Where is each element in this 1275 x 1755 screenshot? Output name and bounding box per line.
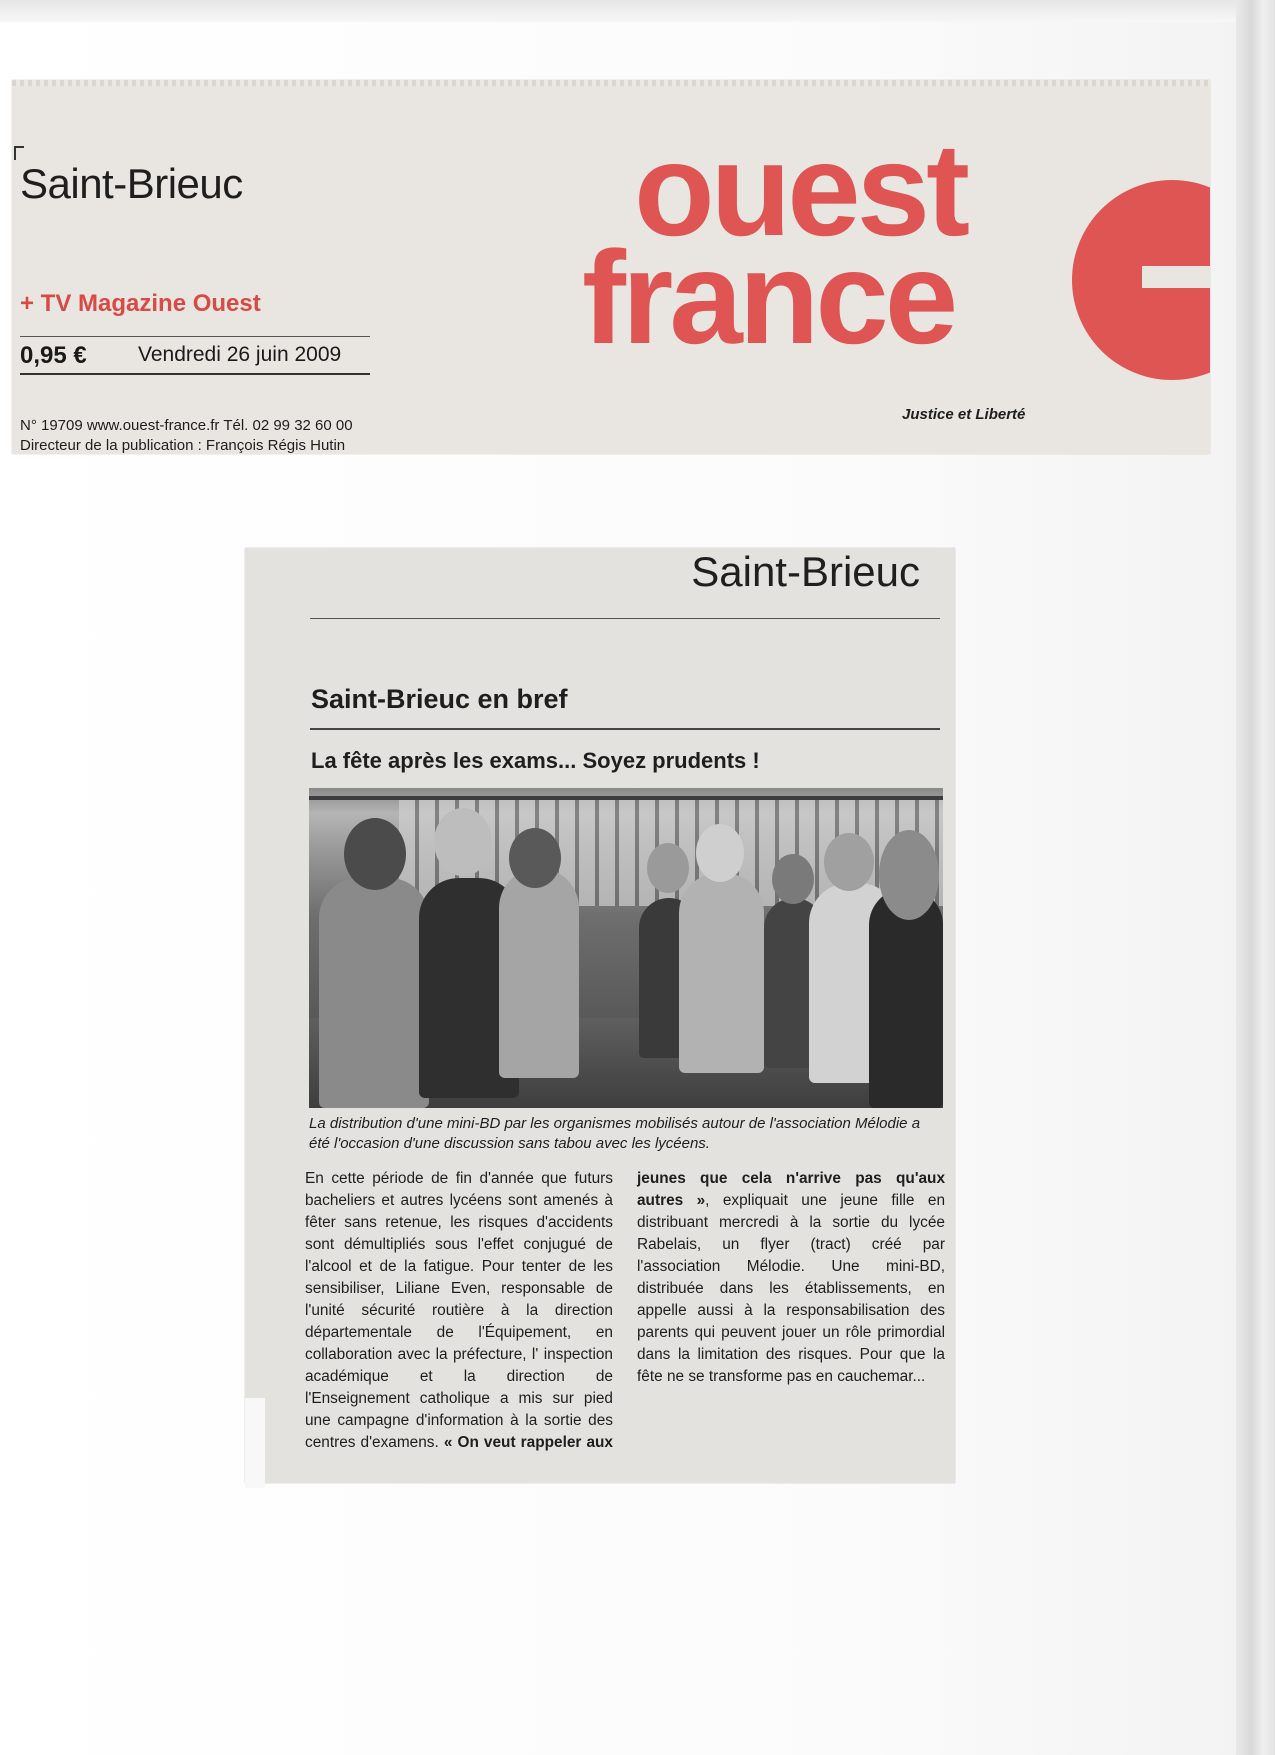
motto: Justice et Liberté: [902, 406, 1026, 423]
logo-word-ouest: ouest: [634, 116, 967, 263]
photo-person-head: [647, 843, 689, 893]
photo-person-head: [344, 818, 406, 890]
photo-person: [869, 888, 943, 1108]
supplement-label: + TV Magazine Ouest: [20, 290, 261, 317]
clipping-cut-corner: [245, 1398, 265, 1488]
ouest-france-logo: [582, 116, 967, 372]
photo-person-head: [879, 830, 939, 920]
crop-mark: [14, 146, 24, 160]
logo-circle-icon: [1072, 180, 1210, 380]
body-quote: « On veut rappeler aux jeunes que cela n'arrive pas qu'aux autres »: [443, 1170, 945, 1451]
body-text-part1: En cette période de fin d'année que futurs bacheliers et autres lycéens sont amenés à fêter sans retenue, les risques d'accidents sont démultipliés sous l'effet conjugué de l'alcool et de la fatigue. Pour tenter de les sensibiliser, Liliane Even, responsable de l'unité sécurité routière à la direction départementale de l'Équipement, en collaboration avec la préfecture, l' inspection académique et la direction de l'Enseignement catholique a mis sur pied une campagne d'information à la sortie des centres d'examens.: [305, 1170, 613, 1451]
scan-top-band: [0, 0, 1236, 22]
photo-person-head: [696, 824, 744, 882]
photo-person-head: [509, 828, 561, 888]
article-body: [305, 1168, 945, 1468]
divider: [20, 336, 370, 337]
divider: [20, 373, 370, 375]
issue-line: N° 19709 www.ouest-france.fr Tél. 02 99 32 60 00: [20, 417, 353, 434]
article-clipping: [245, 548, 955, 1483]
photo-person-head: [824, 833, 874, 891]
divider: [310, 728, 940, 730]
photo-person: [499, 868, 579, 1078]
price: 0,95 €: [20, 342, 87, 369]
body-text-part2: , expliquait une jeune fille en distribuant mercredi à la sortie du lycée Rabelais, un flyer (tract) créé par l'association Mélodie. Une mini-BD, distribuée dans les établissements, en appelle aussi à la responsabilisation des parents qui peuvent jouer un rôle primordial dans la limitation des risques. Pour que la fête ne se transforme pas en cauchemar...: [637, 1192, 945, 1385]
article-photo: [309, 788, 943, 1108]
director-line: Directeur de la publication : François Régis Hutin: [20, 437, 346, 454]
photo-person-head: [772, 854, 814, 904]
masthead-clipping: [12, 80, 1210, 454]
masthead-city: Saint-Brieuc: [20, 160, 243, 207]
masthead-meta: [20, 416, 353, 454]
photo-railing: [309, 796, 943, 800]
photo-caption: La distribution d'une mini-BD par les organismes mobilisés autour de l'association Mélodie a été l'occasion d'une discussion sans tabou avec les lycéens.: [309, 1115, 921, 1152]
photo-person: [319, 878, 429, 1108]
divider: [310, 618, 940, 619]
issue-date: Vendredi 26 juin 2009: [138, 343, 342, 366]
scan-right-edge: [1236, 0, 1275, 1755]
article-city-header: Saint-Brieuc: [691, 548, 920, 595]
logo-word-france: france: [582, 224, 955, 372]
photo-person-head: [434, 808, 492, 876]
photo-person: [679, 873, 764, 1073]
headline: La fête après les exams... Soyez prudents !: [311, 748, 760, 773]
section-title: Saint-Brieuc en bref: [311, 684, 568, 714]
